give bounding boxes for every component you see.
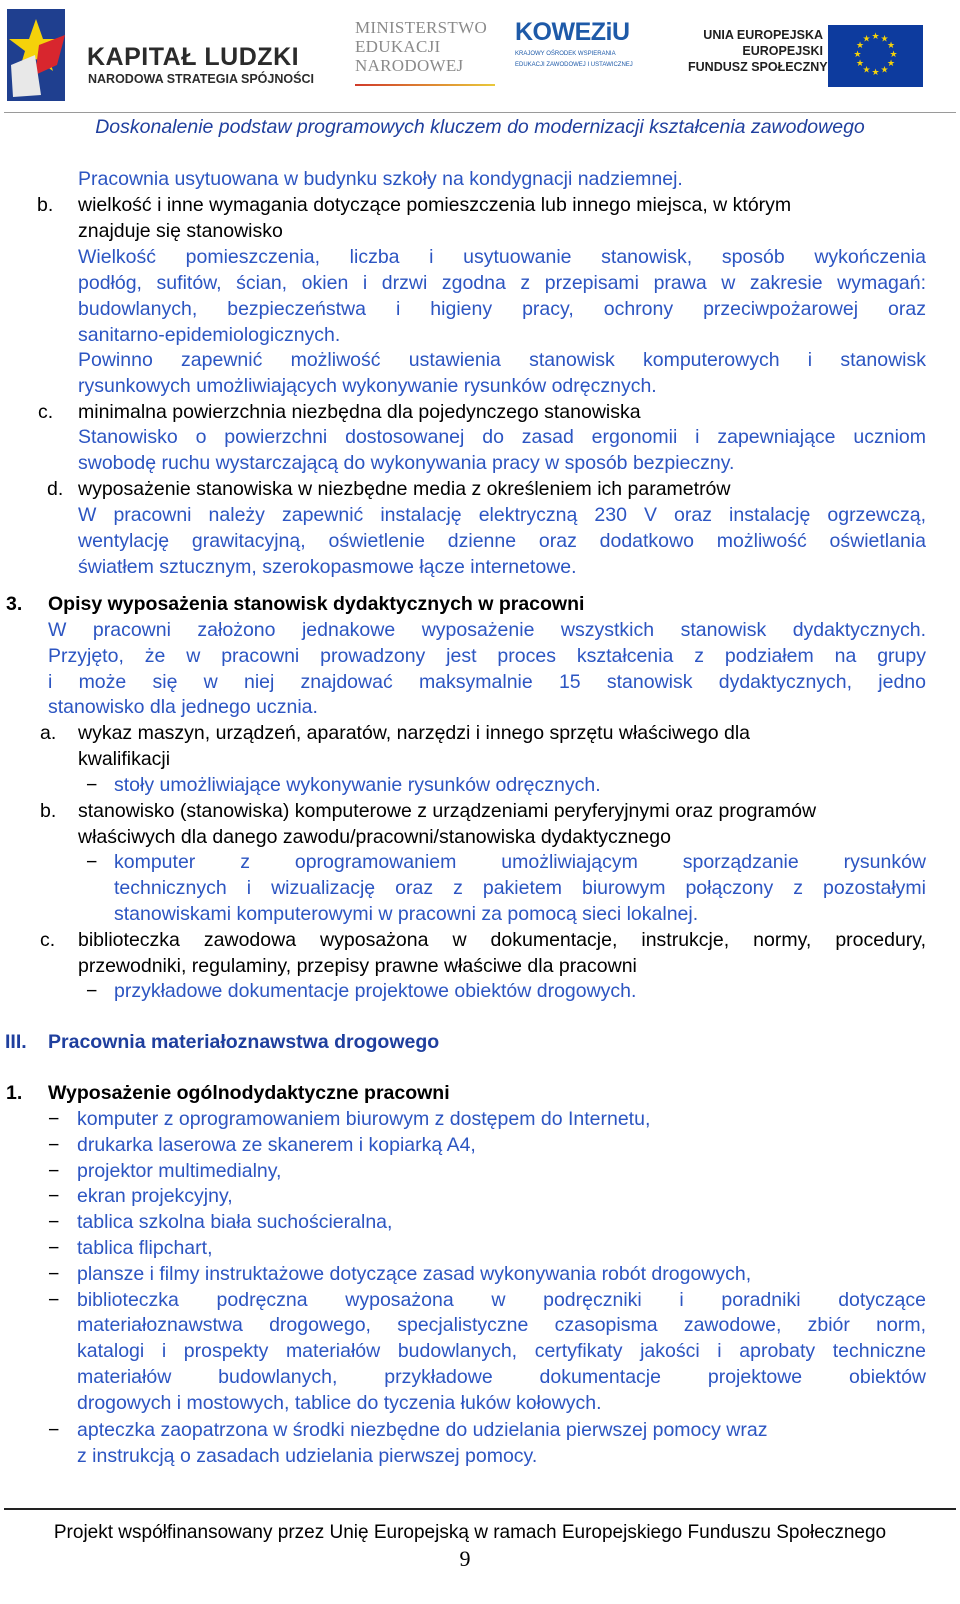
list-item: biblioteczka podręczna wyposażona w podręczniki i poradniki dotyczące [77,1289,926,1311]
text-line: W pracowni należy zapewnić instalację elektryczną 230 V oraz instalację ogrzewczą, [78,504,926,526]
text-line: Stanowisko o powierzchni dostosowanej do zasad ergonomii i zapewniające uczniom [78,426,926,448]
item-heading: znajduje się stanowisko [78,220,283,242]
list-item: przykładowe dokumentacje projektowe obiektów drogowych. [114,980,637,1002]
list-item: apteczka zaopatrzona w środki niezbędne do udzielania pierwszej pomocy wraz [77,1419,768,1441]
text-line: i może się w niej znajdować maksymalnie 15 stanowisk dydaktycznych, jedno [48,671,926,693]
list-item: technicznych i wizualizację oraz z pakietem biurowym połączony z pozostałymi [114,877,926,899]
dash-bullet: − [48,1263,60,1285]
list-item: materiałów budowlanych, przykładowe dokumentacje projektowe obiektów [77,1366,926,1388]
svg-text:★: ★ [855,41,865,51]
text-line: wentylację grawitacyjną, oświetlenie dzienne oraz dodatkowo możliwość oświetlania [78,530,926,552]
chapter-heading: Pracownia materiałoznawstwa drogowego [48,1031,440,1053]
kowezu-subtitle-1: KRAJOWY OŚRODEK WSPIERANIA [515,51,616,57]
list-item: stanowiskami komputerowymi w pracowni za pomocą sieci lokalnej. [114,903,699,925]
kowezu-title: KOWEZiU [515,18,630,46]
item-heading: stanowisko (stanowiska) komputerowe z urządzeniami peryferyjnymi oraz programów [78,800,817,822]
list-marker: b. [40,800,57,822]
eu-text [688,27,828,75]
dash-bullet: − [48,1185,60,1207]
footer-text: Projekt współfinansowany przez Unię Europejską w ramach Europejskiego Funduszu Społecznego [53,1522,887,1543]
item-heading: wykaz maszyn, urządzeń, aparatów, narzędzi i innego sprzętu właściwego dla [78,722,751,744]
document-header-title: Doskonalenie podstaw programowych kluczem do modernizacji kształcenia zawodowego [95,116,865,138]
dash-bullet: − [48,1108,60,1130]
list-item: ekran projekcyjny, [77,1185,233,1207]
page-number: 9 [459,1546,471,1571]
eu-line-2: EUROPEJSKI [742,44,823,58]
list-marker: a. [40,722,57,744]
list-marker: b. [37,194,54,216]
list-marker: d. [47,478,64,500]
item-heading: właściwych dla danego zawodu/pracowni/stanowiska dydaktycznego [78,826,671,848]
svg-text:★: ★ [855,59,865,69]
list-item: stoły umożliwiające wykonywanie rysunków odręcznych. [114,774,601,796]
list-item: projektor multimedialny, [77,1160,282,1182]
section-number: 3. [6,593,23,615]
item-heading: wyposażenie stanowiska w niezbędne media z określeniem ich parametrów [78,478,731,500]
list-item: drogowych i mostowych, tablice do tyczenia łuków kołowych. [77,1392,602,1414]
eu-line-3: FUNDUSZ SPOŁECZNY [688,60,828,74]
ministerstwo-underline [355,84,495,86]
ministerstwo-line-3: NARODOWEJ [355,56,464,75]
kowezu-subtitle-2: EDUKACJI ZAWODOWEJ I USTAWICZNEJ [515,62,633,68]
dash-bullet: − [48,1289,60,1311]
list-item: tablica szkolna biała suchościeralna, [77,1211,393,1233]
text-line: podłóg, sufitów, ścian, okien i drzwi zgodna z przepisami prawa w zakresie wymagań: [78,272,926,294]
kapital-ludzki-subtitle: NARODOWA STRATEGIA SPÓJNOŚCI [88,72,314,86]
svg-text:★: ★ [862,65,871,76]
list-item: komputer z oprogramowaniem biurowym z dostępem do Internetu, [77,1108,651,1130]
list-marker: c. [38,401,54,423]
text-line: rysunkowych umożliwiających wykonywanie rysunków odręcznych. [78,375,657,397]
ministerstwo-line-1: MINISTERSTWO [355,18,488,37]
dash-bullet: − [48,1419,60,1441]
text-line: Powinno zapewnić możliwość ustawienia stanowisk komputerowych i stanowisk [78,349,926,371]
dash-bullet: − [48,1160,60,1182]
svg-text:★: ★ [886,59,896,69]
text-line: Wielkość pomieszczenia, liczba i usytuowanie stanowisk, sposób wykończenia [78,246,926,268]
footer-divider [4,1508,956,1510]
section-number: 1. [6,1082,23,1104]
eu-line-1: UNIA EUROPEJSKA [703,28,823,42]
text-line: swobodę ruchu wystarczającą do wykonywania pracy w sposób bezpieczny. [78,452,735,474]
dash-bullet: − [86,980,98,1002]
svg-text:★: ★ [889,50,898,60]
kapital-ludzki-logo [5,5,314,105]
header-logos [0,0,960,112]
chapter-number: III. [5,1031,27,1053]
item-heading: wielkość i inne wymagania dotyczące pomieszczenia lub innego miejsca, w którym [78,194,792,216]
text-line: stanowisko dla jednego ucznia. [48,696,318,718]
text-line: budowlanych, bezpieczeństwa i higieny pracy, ochrony przeciwpożarowej oraz [78,298,926,320]
item-heading: kwalifikacji [78,748,171,770]
dash-bullet: − [86,774,98,796]
dash-bullet: − [48,1211,60,1233]
list-item: plansze i filmy instruktażowe dotyczące zasad wykonywania robót drogowych, [77,1263,752,1285]
svg-text:★: ★ [886,41,896,51]
dash-bullet: − [48,1237,60,1259]
ministerstwo-logo [355,18,505,88]
text-line: Przyjęto, że w pracowni prowadzony jest proces kształcenia z podziałem na grupy [48,645,926,667]
list-item: tablica flipchart, [77,1237,213,1259]
item-heading: minimalna powierzchnia niezbędna dla pojedynczego stanowiska [78,401,641,423]
list-item: katalogi i prospekty materiałów budowlanych, certyfikaty jakości i aprobaty techniczne [77,1340,926,1362]
section-heading: Wyposażenie ogólnodydaktyczne pracowni [48,1082,450,1104]
svg-text:★: ★ [853,50,862,60]
dash-bullet: − [86,851,98,873]
item-heading: biblioteczka zawodowa wyposażona w dokumentacje, instrukcje, normy, procedury, [78,929,926,951]
list-item: materiałoznawstwa drogowego, specjalistyczne czasopisma zawodowe, zbiór norm, [77,1314,926,1336]
svg-text:★: ★ [880,34,889,45]
text-line: sanitarno-epidemiologicznych. [78,324,341,346]
section-heading: Opisy wyposażenia stanowisk dydaktycznych w pracowni [48,593,585,615]
eu-flag-icon [828,25,923,87]
svg-text:★: ★ [871,68,880,78]
kowezu-logo [515,18,645,88]
text-line: światłem sztucznym, szerokopasmowe łącze internetowe. [78,556,577,578]
text-line: W pracowni założono jednakowe wyposażenie wszystkich stanowisk dydaktycznych. [48,619,926,641]
item-heading: przewodniki, regulaminy, przepisy prawne właściwe dla pracowni [78,955,637,977]
list-marker: c. [40,929,56,951]
ministerstwo-line-2: EDUKACJI [355,37,441,56]
text-line: Pracownia usytuowana w budynku szkoły na kondygnacji nadziemnej. [78,168,683,190]
eu-logo [688,25,948,95]
svg-text:★: ★ [880,65,889,76]
list-item: z instrukcją o zasadach udzielania pierwszej pomocy. [77,1445,538,1467]
dash-bullet: − [48,1134,60,1156]
svg-text:★: ★ [871,32,880,42]
svg-text:★: ★ [862,34,871,45]
list-item: komputer z oprogramowaniem umożliwiającym sporządzanie rysunków [114,851,926,873]
kapital-ludzki-star-icon [5,5,75,105]
list-item: drukarka laserowa ze skanerem i kopiarką A4, [77,1134,476,1156]
kapital-ludzki-title: KAPITAŁ LUDZKI [87,43,300,71]
header-divider [4,112,956,113]
